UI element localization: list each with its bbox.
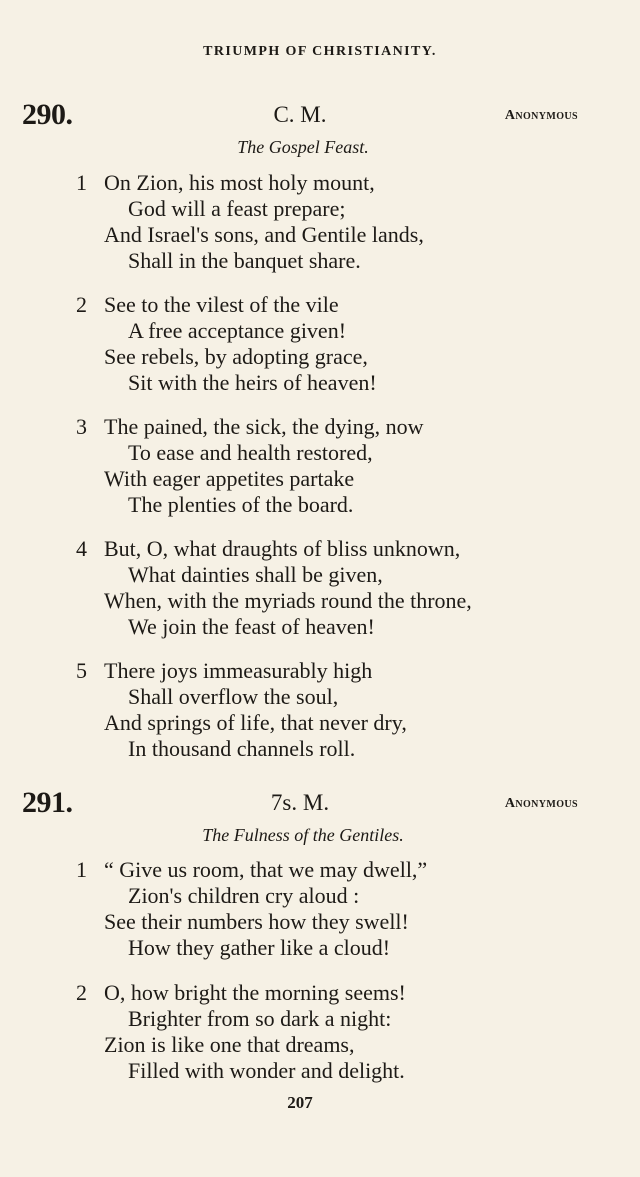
verse-line: “ Give us room, that we may dwell,” xyxy=(104,857,428,882)
stanza-number: 4 xyxy=(76,536,87,561)
verse-line: What dainties shall be given, xyxy=(128,562,383,587)
verse-line: The pained, the sick, the dying, now xyxy=(104,414,424,439)
verse-line: Shall in the banquet share. xyxy=(128,248,361,273)
verse-line: With eager appetites partake xyxy=(104,466,355,491)
running-head: TRIUMPH OF CHRISTIANITY. xyxy=(203,44,437,59)
verse-line: See rebels, by adopting grace, xyxy=(104,344,368,369)
verse-line: And Israel's sons, and Gentile lands, xyxy=(104,222,424,247)
hymn-number: 291. xyxy=(22,786,73,819)
page-number: 207 xyxy=(287,1093,313,1112)
verse-line: We join the feast of heaven! xyxy=(128,614,375,639)
verse-line: A free acceptance given! xyxy=(128,318,347,343)
hymn-meter: 7s. M. xyxy=(270,790,330,815)
verse-line: In thousand channels roll. xyxy=(128,736,356,761)
stanza-number: 3 xyxy=(76,414,87,439)
verse-line: When, with the myriads round the throne, xyxy=(104,588,472,613)
verse-line: Sit with the heirs of heaven! xyxy=(128,370,377,395)
verse-line: Brighter from so dark a night: xyxy=(128,1006,392,1031)
hymn-title: The Gospel Feast. xyxy=(237,137,369,157)
verse-line: The plenties of the board. xyxy=(128,492,354,517)
hymn-title: The Fulness of the Gentiles. xyxy=(202,825,404,845)
stanza-number: 1 xyxy=(76,170,87,195)
verse-line: How they gather like a cloud! xyxy=(128,935,391,960)
verse-line: See to the vilest of the vile xyxy=(104,292,339,317)
hymn-number: 290. xyxy=(22,98,73,131)
verse-line: O, how bright the morning seems! xyxy=(104,980,406,1005)
hymn-291-header xyxy=(22,786,578,822)
verse-line: Filled with wonder and delight. xyxy=(128,1058,405,1083)
verse-line: And springs of life, that never dry, xyxy=(104,710,407,735)
verse-line: Shall overflow the soul, xyxy=(128,684,339,709)
verse-line: On Zion, his most holy mount, xyxy=(104,170,375,195)
verse-line: Zion's children cry aloud : xyxy=(128,883,360,908)
stanza-number: 1 xyxy=(76,857,87,882)
hymn-290-header xyxy=(22,98,578,134)
hymn-author: Anonymous xyxy=(504,796,578,811)
verse-line: But, O, what draughts of bliss unknown, xyxy=(104,536,461,561)
verse-line: To ease and health restored, xyxy=(128,440,373,465)
stanza-number: 2 xyxy=(76,980,87,1005)
verse-line: Zion is like one that dreams, xyxy=(104,1032,355,1057)
verse-line: There joys immeasurably high xyxy=(104,658,373,683)
verse-line: God will a feast prepare; xyxy=(128,196,346,221)
stanza-number: 5 xyxy=(76,658,87,683)
verse-line: See their numbers how they swell! xyxy=(104,909,409,934)
hymn-meter: C. M. xyxy=(273,102,327,127)
hymn-author: Anonymous xyxy=(504,108,578,123)
stanza-number: 2 xyxy=(76,292,87,317)
